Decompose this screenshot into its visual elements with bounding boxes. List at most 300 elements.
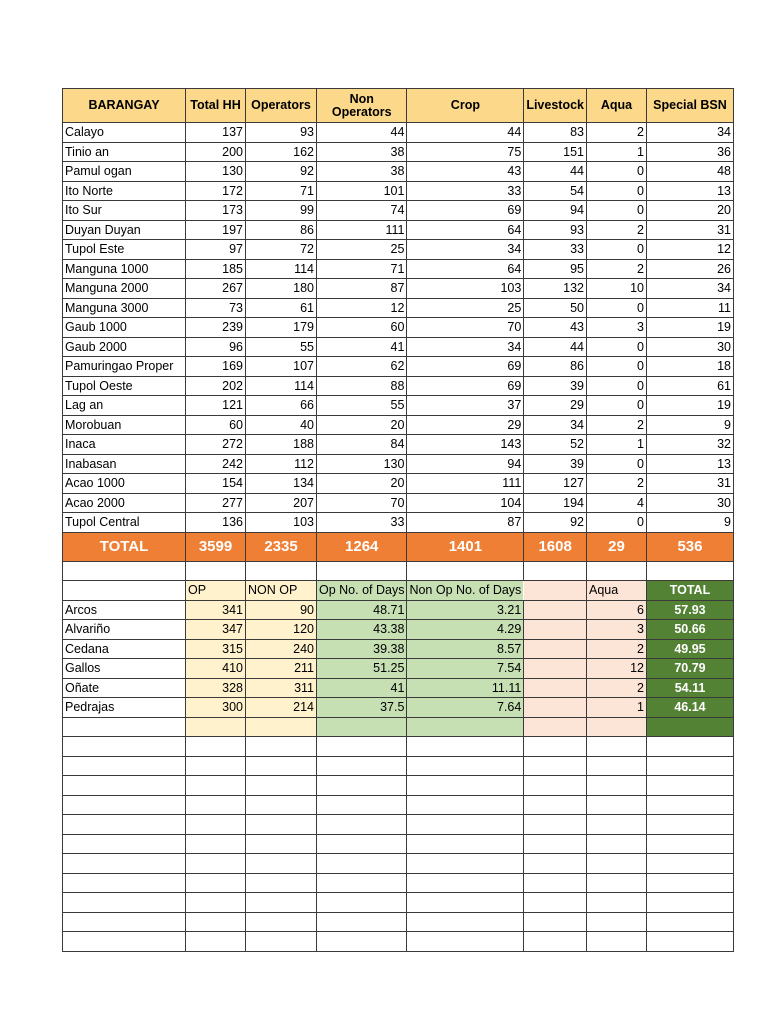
- empty-cell[interactable]: [63, 795, 186, 815]
- summary-data-cell[interactable]: [524, 600, 587, 620]
- empty-cell[interactable]: [246, 815, 317, 835]
- data-cell[interactable]: 0: [586, 376, 646, 396]
- empty-cell[interactable]: [186, 795, 246, 815]
- data-cell[interactable]: 12: [317, 298, 407, 318]
- data-cell[interactable]: 34: [646, 279, 733, 299]
- empty-cell[interactable]: [586, 737, 646, 757]
- empty-cell[interactable]: [586, 815, 646, 835]
- data-cell[interactable]: 33: [524, 240, 587, 260]
- empty-cell[interactable]: [63, 815, 186, 835]
- empty-cell[interactable]: [407, 912, 524, 932]
- empty-cell[interactable]: [186, 932, 246, 952]
- data-cell[interactable]: 272: [186, 435, 246, 455]
- data-cell[interactable]: 101: [317, 181, 407, 201]
- empty-cell[interactable]: [586, 717, 646, 737]
- empty-cell[interactable]: [524, 815, 587, 835]
- data-cell[interactable]: 43: [524, 318, 587, 338]
- data-cell[interactable]: 13: [646, 181, 733, 201]
- empty-cell[interactable]: [246, 756, 317, 776]
- empty-cell[interactable]: [317, 873, 407, 893]
- barangay-name-cell[interactable]: Tinio an: [63, 142, 186, 162]
- data-cell[interactable]: 39: [524, 454, 587, 474]
- data-cell[interactable]: 34: [407, 337, 524, 357]
- total-value[interactable]: 1608: [524, 532, 587, 561]
- summary-data-cell[interactable]: 311: [246, 678, 317, 698]
- empty-cell[interactable]: [317, 795, 407, 815]
- data-cell[interactable]: 33: [407, 181, 524, 201]
- summary-data-cell[interactable]: 48.71: [317, 600, 407, 620]
- empty-cell[interactable]: [524, 932, 587, 952]
- total-value[interactable]: 1264: [317, 532, 407, 561]
- data-cell[interactable]: 69: [407, 201, 524, 221]
- summary-data-cell[interactable]: 1: [586, 698, 646, 718]
- empty-cell[interactable]: [586, 776, 646, 796]
- summary-data-cell[interactable]: 50.66: [646, 620, 733, 640]
- summary-header-7[interactable]: TOTAL: [646, 581, 733, 601]
- empty-cell[interactable]: [246, 932, 317, 952]
- data-cell[interactable]: 92: [524, 513, 587, 533]
- empty-cell[interactable]: [646, 932, 733, 952]
- empty-cell[interactable]: [407, 893, 524, 913]
- ethnic-group-name-cell[interactable]: Pedrajas: [63, 698, 186, 718]
- data-cell[interactable]: 1: [586, 435, 646, 455]
- summary-data-cell[interactable]: 49.95: [646, 639, 733, 659]
- data-cell[interactable]: 62: [317, 357, 407, 377]
- data-cell[interactable]: 95: [524, 259, 587, 279]
- empty-cell[interactable]: [407, 834, 524, 854]
- barangay-name-cell[interactable]: Ito Sur: [63, 201, 186, 221]
- data-cell[interactable]: 44: [317, 123, 407, 143]
- summary-data-cell[interactable]: 11.11: [407, 678, 524, 698]
- data-cell[interactable]: 202: [186, 376, 246, 396]
- empty-cell[interactable]: [317, 717, 407, 737]
- data-cell[interactable]: 111: [407, 474, 524, 494]
- summary-data-cell[interactable]: 39.38: [317, 639, 407, 659]
- empty-cell[interactable]: [317, 756, 407, 776]
- barangay-name-cell[interactable]: Gaub 1000: [63, 318, 186, 338]
- data-cell[interactable]: 66: [246, 396, 317, 416]
- data-cell[interactable]: 169: [186, 357, 246, 377]
- data-cell[interactable]: 37: [407, 396, 524, 416]
- data-cell[interactable]: 173: [186, 201, 246, 221]
- data-cell[interactable]: 19: [646, 318, 733, 338]
- summary-data-cell[interactable]: 347: [186, 620, 246, 640]
- data-cell[interactable]: 61: [246, 298, 317, 318]
- data-cell[interactable]: 94: [407, 454, 524, 474]
- data-cell[interactable]: 0: [586, 181, 646, 201]
- empty-cell[interactable]: [646, 717, 733, 737]
- data-cell[interactable]: 130: [186, 162, 246, 182]
- ethnic-group-name-cell[interactable]: Oñate: [63, 678, 186, 698]
- empty-cell[interactable]: [317, 854, 407, 874]
- data-cell[interactable]: 86: [524, 357, 587, 377]
- ethnic-group-name-cell[interactable]: Alvariño: [63, 620, 186, 640]
- data-cell[interactable]: 10: [586, 279, 646, 299]
- empty-cell[interactable]: [246, 776, 317, 796]
- data-cell[interactable]: 180: [246, 279, 317, 299]
- data-cell[interactable]: 0: [586, 396, 646, 416]
- data-cell[interactable]: 20: [317, 474, 407, 494]
- empty-cell[interactable]: [407, 756, 524, 776]
- data-cell[interactable]: 60: [186, 415, 246, 435]
- empty-cell[interactable]: [646, 912, 733, 932]
- data-cell[interactable]: 34: [407, 240, 524, 260]
- header-special-bsn[interactable]: Special BSN: [646, 89, 733, 123]
- data-cell[interactable]: 69: [407, 357, 524, 377]
- data-cell[interactable]: 0: [586, 201, 646, 221]
- empty-cell[interactable]: [186, 815, 246, 835]
- data-cell[interactable]: 0: [586, 240, 646, 260]
- data-cell[interactable]: 0: [586, 357, 646, 377]
- data-cell[interactable]: 52: [524, 435, 587, 455]
- empty-cell[interactable]: [63, 717, 186, 737]
- summary-data-cell[interactable]: 240: [246, 639, 317, 659]
- data-cell[interactable]: 44: [524, 337, 587, 357]
- data-cell[interactable]: 239: [186, 318, 246, 338]
- data-cell[interactable]: 2: [586, 415, 646, 435]
- barangay-name-cell[interactable]: Inaca: [63, 435, 186, 455]
- summary-data-cell[interactable]: 410: [186, 659, 246, 679]
- empty-cell[interactable]: [246, 834, 317, 854]
- barangay-name-cell[interactable]: Duyan Duyan: [63, 220, 186, 240]
- empty-cell[interactable]: [246, 717, 317, 737]
- empty-cell[interactable]: [646, 893, 733, 913]
- summary-data-cell[interactable]: 57.93: [646, 600, 733, 620]
- data-cell[interactable]: 9: [646, 513, 733, 533]
- data-cell[interactable]: 39: [524, 376, 587, 396]
- summary-data-cell[interactable]: [524, 639, 587, 659]
- data-cell[interactable]: 9: [646, 415, 733, 435]
- summary-data-cell[interactable]: 300: [186, 698, 246, 718]
- empty-cell[interactable]: [524, 717, 587, 737]
- empty-cell[interactable]: [524, 561, 587, 581]
- header-crop[interactable]: Crop: [407, 89, 524, 123]
- summary-data-cell[interactable]: 51.25: [317, 659, 407, 679]
- data-cell[interactable]: 73: [186, 298, 246, 318]
- empty-cell[interactable]: [524, 873, 587, 893]
- summary-data-cell[interactable]: 7.64: [407, 698, 524, 718]
- empty-cell[interactable]: [317, 912, 407, 932]
- data-cell[interactable]: 207: [246, 493, 317, 513]
- summary-data-cell[interactable]: [524, 698, 587, 718]
- data-cell[interactable]: 3: [586, 318, 646, 338]
- data-cell[interactable]: 20: [646, 201, 733, 221]
- empty-cell[interactable]: [586, 561, 646, 581]
- summary-data-cell[interactable]: 341: [186, 600, 246, 620]
- empty-cell[interactable]: [317, 932, 407, 952]
- empty-cell[interactable]: [646, 854, 733, 874]
- empty-cell[interactable]: [186, 737, 246, 757]
- empty-cell[interactable]: [186, 717, 246, 737]
- barangay-name-cell[interactable]: Tupol Oeste: [63, 376, 186, 396]
- data-cell[interactable]: 84: [317, 435, 407, 455]
- data-cell[interactable]: 25: [317, 240, 407, 260]
- empty-cell[interactable]: [586, 873, 646, 893]
- empty-cell[interactable]: [63, 776, 186, 796]
- data-cell[interactable]: 71: [246, 181, 317, 201]
- data-cell[interactable]: 104: [407, 493, 524, 513]
- empty-cell[interactable]: [63, 834, 186, 854]
- data-cell[interactable]: 12: [646, 240, 733, 260]
- summary-data-cell[interactable]: 6: [586, 600, 646, 620]
- empty-cell[interactable]: [186, 893, 246, 913]
- empty-cell[interactable]: [186, 756, 246, 776]
- summary-header-2[interactable]: NON OP: [246, 581, 317, 601]
- data-cell[interactable]: 194: [524, 493, 587, 513]
- data-cell[interactable]: 2: [586, 220, 646, 240]
- empty-cell[interactable]: [524, 737, 587, 757]
- summary-data-cell[interactable]: 4.29: [407, 620, 524, 640]
- summary-data-cell[interactable]: 41: [317, 678, 407, 698]
- empty-cell[interactable]: [186, 873, 246, 893]
- data-cell[interactable]: 43: [407, 162, 524, 182]
- summary-data-cell[interactable]: 3: [586, 620, 646, 640]
- header-barangay[interactable]: BARANGAY: [63, 89, 186, 123]
- empty-cell[interactable]: [646, 756, 733, 776]
- data-cell[interactable]: 29: [524, 396, 587, 416]
- total-value[interactable]: 2335: [246, 532, 317, 561]
- data-cell[interactable]: 130: [317, 454, 407, 474]
- barangay-name-cell[interactable]: Manguna 3000: [63, 298, 186, 318]
- data-cell[interactable]: 31: [646, 220, 733, 240]
- barangay-name-cell[interactable]: Manguna 1000: [63, 259, 186, 279]
- empty-cell[interactable]: [586, 756, 646, 776]
- data-cell[interactable]: 44: [407, 123, 524, 143]
- data-cell[interactable]: 2: [586, 474, 646, 494]
- summary-data-cell[interactable]: 70.79: [646, 659, 733, 679]
- empty-cell[interactable]: [524, 854, 587, 874]
- barangay-name-cell[interactable]: Acao 2000: [63, 493, 186, 513]
- data-cell[interactable]: 70: [407, 318, 524, 338]
- summary-data-cell[interactable]: 54.11: [646, 678, 733, 698]
- data-cell[interactable]: 0: [586, 337, 646, 357]
- data-cell[interactable]: 61: [646, 376, 733, 396]
- summary-data-cell[interactable]: 90: [246, 600, 317, 620]
- barangay-name-cell[interactable]: Ito Norte: [63, 181, 186, 201]
- data-cell[interactable]: 71: [317, 259, 407, 279]
- data-cell[interactable]: 151: [524, 142, 587, 162]
- data-cell[interactable]: 34: [646, 123, 733, 143]
- empty-cell[interactable]: [646, 815, 733, 835]
- data-cell[interactable]: 69: [407, 376, 524, 396]
- empty-cell[interactable]: [63, 912, 186, 932]
- data-cell[interactable]: 48: [646, 162, 733, 182]
- data-cell[interactable]: 1: [586, 142, 646, 162]
- data-cell[interactable]: 185: [186, 259, 246, 279]
- empty-cell[interactable]: [186, 561, 246, 581]
- data-cell[interactable]: 107: [246, 357, 317, 377]
- data-cell[interactable]: 197: [186, 220, 246, 240]
- header-livestock[interactable]: Livestock: [524, 89, 587, 123]
- data-cell[interactable]: 19: [646, 396, 733, 416]
- empty-cell[interactable]: [586, 834, 646, 854]
- data-cell[interactable]: 162: [246, 142, 317, 162]
- data-cell[interactable]: 103: [246, 513, 317, 533]
- data-cell[interactable]: 33: [317, 513, 407, 533]
- summary-header-3[interactable]: [317, 581, 407, 601]
- empty-cell[interactable]: [524, 756, 587, 776]
- summary-data-cell[interactable]: 43.38: [317, 620, 407, 640]
- empty-cell[interactable]: [524, 834, 587, 854]
- data-cell[interactable]: 60: [317, 318, 407, 338]
- summary-header-4[interactable]: [407, 581, 524, 601]
- barangay-name-cell[interactable]: Tupol Central: [63, 513, 186, 533]
- total-value[interactable]: 1401: [407, 532, 524, 561]
- data-cell[interactable]: 87: [317, 279, 407, 299]
- data-cell[interactable]: 154: [186, 474, 246, 494]
- data-cell[interactable]: 44: [524, 162, 587, 182]
- empty-cell[interactable]: [646, 737, 733, 757]
- empty-cell[interactable]: [646, 776, 733, 796]
- empty-cell[interactable]: [586, 912, 646, 932]
- summary-data-cell[interactable]: 3.21: [407, 600, 524, 620]
- data-cell[interactable]: 172: [186, 181, 246, 201]
- summary-data-cell[interactable]: [524, 620, 587, 640]
- data-cell[interactable]: 11: [646, 298, 733, 318]
- empty-cell[interactable]: [586, 854, 646, 874]
- data-cell[interactable]: 0: [586, 513, 646, 533]
- summary-data-cell[interactable]: 8.57: [407, 639, 524, 659]
- empty-cell[interactable]: [246, 795, 317, 815]
- total-value[interactable]: 536: [646, 532, 733, 561]
- empty-cell[interactable]: [317, 815, 407, 835]
- data-cell[interactable]: 55: [317, 396, 407, 416]
- data-cell[interactable]: 2: [586, 259, 646, 279]
- empty-cell[interactable]: [246, 873, 317, 893]
- data-cell[interactable]: 25: [407, 298, 524, 318]
- ethnic-group-name-cell[interactable]: Gallos: [63, 659, 186, 679]
- data-cell[interactable]: 111: [317, 220, 407, 240]
- data-cell[interactable]: 26: [646, 259, 733, 279]
- empty-cell[interactable]: [63, 737, 186, 757]
- total-label[interactable]: TOTAL: [63, 532, 186, 561]
- empty-cell[interactable]: [407, 873, 524, 893]
- barangay-name-cell[interactable]: Acao 1000: [63, 474, 186, 494]
- data-cell[interactable]: 55: [246, 337, 317, 357]
- summary-header-blank[interactable]: [524, 581, 587, 601]
- empty-cell[interactable]: [63, 854, 186, 874]
- empty-cell[interactable]: [63, 873, 186, 893]
- summary-data-cell[interactable]: 315: [186, 639, 246, 659]
- barangay-name-cell[interactable]: Inabasan: [63, 454, 186, 474]
- summary-data-cell[interactable]: [524, 659, 587, 679]
- data-cell[interactable]: 34: [524, 415, 587, 435]
- empty-cell[interactable]: [317, 561, 407, 581]
- data-cell[interactable]: 2: [586, 123, 646, 143]
- barangay-name-cell[interactable]: Manguna 2000: [63, 279, 186, 299]
- barangay-name-cell[interactable]: Tupol Este: [63, 240, 186, 260]
- data-cell[interactable]: 242: [186, 454, 246, 474]
- empty-cell[interactable]: [186, 854, 246, 874]
- barangay-name-cell[interactable]: Calayo: [63, 123, 186, 143]
- empty-cell[interactable]: [317, 893, 407, 913]
- empty-cell[interactable]: [407, 717, 524, 737]
- data-cell[interactable]: 127: [524, 474, 587, 494]
- barangay-name-cell[interactable]: Morobuan: [63, 415, 186, 435]
- header-operators[interactable]: Operators: [246, 89, 317, 123]
- ethnic-group-name-cell[interactable]: Cedana: [63, 639, 186, 659]
- data-cell[interactable]: 4: [586, 493, 646, 513]
- empty-cell[interactable]: [407, 561, 524, 581]
- data-cell[interactable]: 114: [246, 376, 317, 396]
- data-cell[interactable]: 31: [646, 474, 733, 494]
- summary-data-cell[interactable]: 7.54: [407, 659, 524, 679]
- data-cell[interactable]: 96: [186, 337, 246, 357]
- data-cell[interactable]: 36: [646, 142, 733, 162]
- empty-cell[interactable]: [524, 776, 587, 796]
- summary-data-cell[interactable]: 37.5: [317, 698, 407, 718]
- data-cell[interactable]: 114: [246, 259, 317, 279]
- empty-cell[interactable]: [246, 561, 317, 581]
- summary-data-cell[interactable]: 12: [586, 659, 646, 679]
- data-cell[interactable]: 103: [407, 279, 524, 299]
- data-cell[interactable]: 121: [186, 396, 246, 416]
- summary-data-cell[interactable]: 46.14: [646, 698, 733, 718]
- data-cell[interactable]: 99: [246, 201, 317, 221]
- data-cell[interactable]: 136: [186, 513, 246, 533]
- data-cell[interactable]: 87: [407, 513, 524, 533]
- total-value[interactable]: 3599: [186, 532, 246, 561]
- data-cell[interactable]: 20: [317, 415, 407, 435]
- empty-cell[interactable]: [646, 561, 733, 581]
- data-cell[interactable]: 267: [186, 279, 246, 299]
- data-cell[interactable]: 86: [246, 220, 317, 240]
- data-cell[interactable]: 94: [524, 201, 587, 221]
- data-cell[interactable]: 137: [186, 123, 246, 143]
- data-cell[interactable]: 88: [317, 376, 407, 396]
- data-cell[interactable]: 0: [586, 454, 646, 474]
- barangay-name-cell[interactable]: Pamuringao Proper: [63, 357, 186, 377]
- data-cell[interactable]: 29: [407, 415, 524, 435]
- data-cell[interactable]: 74: [317, 201, 407, 221]
- data-cell[interactable]: 38: [317, 162, 407, 182]
- summary-data-cell[interactable]: 211: [246, 659, 317, 679]
- summary-header-1[interactable]: OP: [186, 581, 246, 601]
- data-cell[interactable]: 72: [246, 240, 317, 260]
- header-aqua[interactable]: Aqua: [586, 89, 646, 123]
- data-cell[interactable]: 75: [407, 142, 524, 162]
- barangay-name-cell[interactable]: Gaub 2000: [63, 337, 186, 357]
- data-cell[interactable]: 97: [186, 240, 246, 260]
- data-cell[interactable]: 112: [246, 454, 317, 474]
- ethnic-group-name-cell[interactable]: Arcos: [63, 600, 186, 620]
- empty-cell[interactable]: [186, 776, 246, 796]
- summary-data-cell[interactable]: [524, 678, 587, 698]
- empty-cell[interactable]: [586, 893, 646, 913]
- data-cell[interactable]: 0: [586, 298, 646, 318]
- data-cell[interactable]: 18: [646, 357, 733, 377]
- data-cell[interactable]: 93: [246, 123, 317, 143]
- data-cell[interactable]: 54: [524, 181, 587, 201]
- empty-cell[interactable]: [246, 893, 317, 913]
- header-non-operators[interactable]: Non Operators: [317, 89, 407, 123]
- empty-cell[interactable]: [246, 854, 317, 874]
- data-cell[interactable]: 188: [246, 435, 317, 455]
- empty-cell[interactable]: [407, 854, 524, 874]
- data-cell[interactable]: 132: [524, 279, 587, 299]
- summary-data-cell[interactable]: 120: [246, 620, 317, 640]
- empty-cell[interactable]: [407, 815, 524, 835]
- summary-data-cell[interactable]: 2: [586, 639, 646, 659]
- data-cell[interactable]: 40: [246, 415, 317, 435]
- summary-data-cell[interactable]: 214: [246, 698, 317, 718]
- empty-cell[interactable]: [63, 561, 186, 581]
- summary-header-6[interactable]: Aqua: [586, 581, 646, 601]
- empty-cell[interactable]: [646, 795, 733, 815]
- data-cell[interactable]: 38: [317, 142, 407, 162]
- empty-cell[interactable]: [317, 834, 407, 854]
- data-cell[interactable]: 83: [524, 123, 587, 143]
